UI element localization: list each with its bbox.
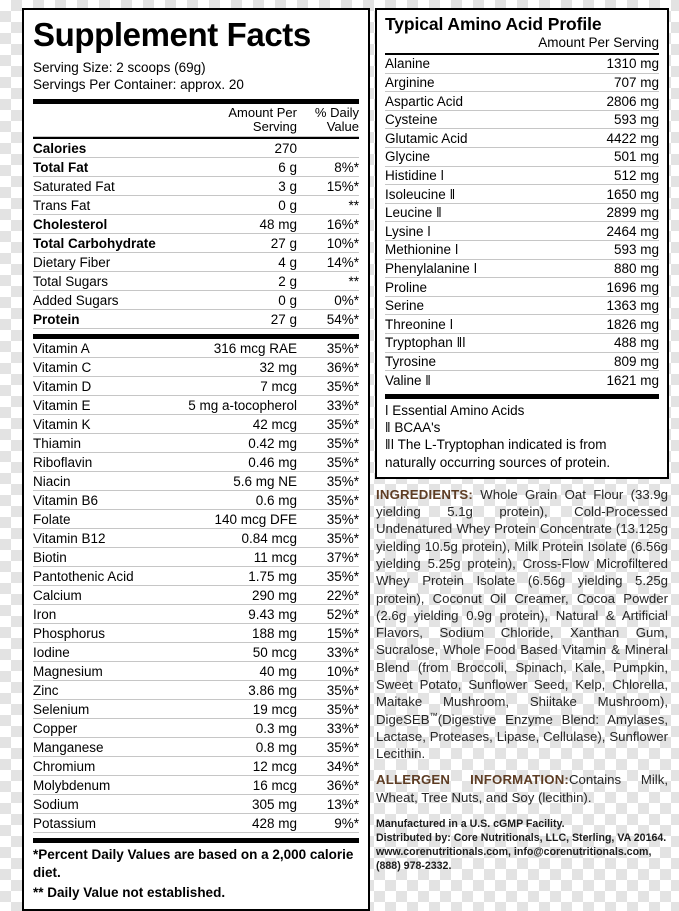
micronutrient-amount: 50 mcg: [185, 643, 297, 662]
table-row: [33, 291, 359, 310]
micronutrient-name: Manganese: [33, 738, 185, 757]
table-row: [33, 662, 359, 681]
nutrient-amount: 27 g: [185, 234, 297, 253]
table-row: [33, 700, 359, 719]
table-row: [33, 795, 359, 814]
amino-acid-marker-icon: ǀ: [427, 223, 431, 239]
amino-acid-panel: [375, 8, 669, 479]
micronutrient-amount: 5.6 mg NE: [185, 472, 297, 491]
micronutrient-name: Magnesium: [33, 662, 185, 681]
nutrient-name: Calories: [33, 139, 185, 158]
amino-acid-amount: 2806 mg: [559, 92, 659, 111]
nutrient-name: Protein: [33, 310, 185, 329]
nutrient-amount: 4 g: [185, 253, 297, 272]
amino-acid-marker-icon: ǀ: [473, 260, 478, 276]
nutrient-daily-value: **: [297, 272, 359, 291]
micronutrient-amount: 290 mg: [185, 586, 297, 605]
micronutrient-amount: 305 mg: [185, 795, 297, 814]
micronutrient-daily-value: 15%*: [297, 624, 359, 643]
amino-acid-label: Tyrosine: [385, 353, 437, 369]
micronutrient-daily-value: 35%*: [297, 738, 359, 757]
micronutrient-name: Copper: [33, 719, 185, 738]
table-row: [385, 148, 659, 167]
header-dv-line1: % Daily: [314, 104, 359, 120]
nutrient-daily-value: 54%*: [297, 310, 359, 329]
micronutrient-daily-value: 35%*: [297, 700, 359, 719]
table-row: [385, 278, 659, 297]
micronutrient-name: Zinc: [33, 681, 185, 700]
micronutrient-daily-value: 35%*: [297, 434, 359, 453]
micronutrient-daily-value: 22%*: [297, 586, 359, 605]
legend-item: [385, 419, 659, 436]
micronutrient-name: Thiamin: [33, 434, 185, 453]
amino-acid-label: Glycine: [385, 149, 431, 165]
amino-acid-amount: 880 mg: [559, 259, 659, 278]
table-row: [385, 222, 659, 241]
nutrient-name: Saturated Fat: [33, 177, 185, 196]
table-row: [33, 757, 359, 776]
amino-acid-label: Alanine: [385, 56, 431, 72]
micronutrient-name: Chromium: [33, 757, 185, 776]
micronutrient-amount: 1.75 mg: [185, 567, 297, 586]
table-row: [385, 166, 659, 185]
amino-acid-name: [385, 203, 559, 222]
amino-acid-amount: 1310 mg: [559, 55, 659, 73]
table-row: [33, 272, 359, 291]
amino-acid-label: Leucine: [385, 205, 433, 221]
header-amount-line1: Amount Per: [228, 104, 297, 120]
amino-acid-name: [385, 148, 559, 167]
nutrient-amount: 2 g: [185, 272, 297, 291]
footnote-daily-values: *Percent Daily Values are based on a 2,000 calorie diet.: [33, 847, 354, 880]
table-row: [33, 196, 359, 215]
micronutrient-daily-value: 33%*: [297, 643, 359, 662]
micronutrient-amount: 0.42 mg: [185, 434, 297, 453]
micronutrient-amount: 0.46 mg: [185, 453, 297, 472]
table-row: [33, 396, 359, 415]
amino-acid-amount: 593 mg: [559, 241, 659, 260]
micronutrient-daily-value: 52%*: [297, 605, 359, 624]
table-row: [33, 529, 359, 548]
ingredients-body: Whole Grain Oat Flour (33.9g yielding 5.1g protein), Cold-Processed Undenatured Whey Protein Concentrate (13.125g yielding 10.5g protein), Milk Protein Isolate (6.56g yielding 5.25g protein), Cross-Flow Microfiltered Whey Protein Isolate (6.56g yielding 5.25g protein), Coconut Oil Creamer, Cocoa Powder (2.6g yielding 0.9g protein), Natural & Artificial Flavors, Sodium Chloride, Xanthan Gum, Sucralose, Whole Food Based Vitamin & Mineral Blend (from Broccoli, Spinach, Kale, Pumpkin, Sweet Potato, Sunflower Seed, Kelp, Chlorella, Maitake Mushroom, Shiitake Mushroom), DigeSEB: [376, 486, 668, 727]
micronutrient-amount: 0.3 mg: [185, 719, 297, 738]
amino-acid-title: Typical Amino Acid Profile: [385, 14, 602, 34]
ingredients-block: [375, 486, 669, 763]
micronutrient-amount: 9.43 mg: [185, 605, 297, 624]
micronutrient-amount: 19 mcg: [185, 700, 297, 719]
amino-acid-name: [385, 371, 559, 389]
amino-acid-name: [385, 334, 559, 353]
table-row: [385, 92, 659, 111]
ingredients-body-tail: (Digestive Enzyme Blend: Amylases, Lactase, Proteases, Lipase, Cellulase), Sunflower Lecithin.: [376, 711, 668, 762]
micronutrient-daily-value: 35%*: [297, 453, 359, 472]
nutrient-name: Trans Fat: [33, 196, 185, 215]
micronutrient-amount: 140 mcg DFE: [185, 510, 297, 529]
amino-acid-amount: 1826 mg: [559, 315, 659, 334]
nutrient-daily-value: [297, 139, 359, 158]
amino-acid-label: Lysine: [385, 223, 424, 239]
micronutrient-amount: 12 mcg: [185, 757, 297, 776]
amino-acid-label: Cysteine: [385, 112, 438, 128]
manufacturer-line-3: www.corenutritionals.com, info@corenutritionals.com,: [376, 846, 652, 859]
table-row: [33, 453, 359, 472]
amino-acid-amount: 501 mg: [559, 148, 659, 167]
micronutrient-name: Potassium: [33, 814, 185, 833]
amino-acid-marker-icon: ǀ: [449, 316, 454, 332]
amino-acid-name: [385, 92, 559, 111]
manufacturer-block: [375, 817, 669, 873]
amino-acid-label: Proline: [385, 279, 428, 295]
micronutrient-name: Vitamin A: [33, 339, 185, 358]
table-row: [385, 371, 659, 389]
amino-acid-label: Histidine: [385, 167, 437, 183]
amino-acid-marker-icon: ǁ: [425, 372, 431, 388]
micronutrient-name: Iron: [33, 605, 185, 624]
micronutrient-daily-value: 9%*: [297, 814, 359, 833]
nutrient-name: Cholesterol: [33, 215, 185, 234]
servings-per-container-line: Servings Per Container: approx. 20: [33, 77, 244, 93]
amino-acid-name: [385, 222, 559, 241]
table-row: [33, 510, 359, 529]
amino-acid-name: [385, 55, 559, 73]
micronutrients-table: [33, 339, 359, 833]
nutrient-daily-value: 0%*: [297, 291, 359, 310]
nutrient-name: Total Fat: [33, 158, 185, 177]
amino-acid-name: [385, 166, 559, 185]
amino-acid-name: [385, 315, 559, 334]
legend-item: [385, 402, 659, 419]
nutrient-daily-value: 15%*: [297, 177, 359, 196]
amino-acid-name: [385, 259, 559, 278]
micronutrient-daily-value: 34%*: [297, 757, 359, 776]
nutrient-daily-value: 10%*: [297, 234, 359, 253]
amino-acid-label: Arginine: [385, 75, 435, 90]
micronutrient-amount: 0.6 mg: [185, 491, 297, 510]
header-amount-per-serving: [185, 104, 297, 137]
table-row: [33, 158, 359, 177]
amino-acid-name: [385, 278, 559, 297]
legend-text: The L-Tryptophan indicated is from naturally occurring sources of protein.: [385, 437, 611, 470]
amino-acid-label: Valine: [385, 372, 422, 388]
table-row: [385, 315, 659, 334]
table-row: [33, 814, 359, 833]
allergen-body: Contains Milk, Wheat, Tree Nuts, and Soy (lecithin).: [376, 772, 668, 805]
legend-marker-icon: ǁ: [385, 420, 391, 436]
table-row: [33, 681, 359, 700]
table-row: [33, 472, 359, 491]
micronutrient-name: Vitamin K: [33, 415, 185, 434]
table-row: [385, 334, 659, 353]
table-header-row: [33, 104, 359, 137]
micronutrient-amount: 0.8 mg: [185, 738, 297, 757]
micronutrient-name: Riboflavin: [33, 453, 185, 472]
amino-acid-label: Methionine: [385, 242, 452, 258]
micronutrient-daily-value: 35%*: [297, 339, 359, 358]
amino-acid-label: Tryptophan: [385, 335, 453, 351]
amino-acid-amount: 1621 mg: [606, 372, 659, 388]
micronutrient-name: Sodium: [33, 795, 185, 814]
amino-acid-name: [385, 185, 559, 204]
table-row: [33, 215, 359, 234]
micronutrient-daily-value: 35%*: [297, 415, 359, 434]
table-row: [385, 241, 659, 260]
amino-acid-name: [385, 73, 559, 92]
micronutrient-amount: 40 mg: [185, 662, 297, 681]
table-row: [33, 491, 359, 510]
micronutrient-name: Vitamin D: [33, 377, 185, 396]
table-row: [385, 203, 659, 222]
amino-acid-amount: 1650 mg: [559, 185, 659, 204]
micronutrient-daily-value: 35%*: [297, 510, 359, 529]
micronutrient-name: Selenium: [33, 700, 185, 719]
nutrient-daily-value: **: [297, 196, 359, 215]
micronutrient-daily-value: 36%*: [297, 776, 359, 795]
amino-acid-amount: 593 mg: [559, 110, 659, 129]
micronutrient-name: Vitamin C: [33, 358, 185, 377]
header-amount-line2: Serving: [252, 119, 297, 135]
table-row: [33, 719, 359, 738]
amino-acid-marker-icon: ǀ: [454, 242, 459, 258]
amino-acid-label: Aspartic Acid: [385, 93, 464, 109]
nutrition-facts-table: [33, 104, 359, 137]
amino-acid-label: Isoleucine: [385, 186, 446, 202]
footnote-not-established: ** Daily Value not established.: [33, 885, 226, 901]
nutrient-name: Total Sugars: [33, 272, 185, 291]
table-row: [385, 73, 659, 92]
table-row: [33, 358, 359, 377]
nutrient-name: Dietary Fiber: [33, 253, 185, 272]
micronutrient-name: Calcium: [33, 586, 185, 605]
micronutrient-amount: 16 mcg: [185, 776, 297, 795]
micronutrient-daily-value: 35%*: [297, 491, 359, 510]
amino-acid-table: [385, 55, 659, 389]
nutrient-amount: 27 g: [185, 310, 297, 329]
table-row: [385, 259, 659, 278]
table-row: [33, 177, 359, 196]
micronutrient-amount: 5 mg a-tocopherol: [185, 396, 297, 415]
table-row: [385, 129, 659, 148]
table-row: [33, 234, 359, 253]
table-row: [33, 415, 359, 434]
micronutrient-amount: 428 mg: [185, 814, 297, 833]
micronutrient-amount: 188 mg: [185, 624, 297, 643]
amino-acid-name: [385, 296, 559, 315]
manufacturer-line-2: Distributed by: Core Nutritionals, LLC, Sterling, VA 20164.: [376, 832, 667, 844]
amino-acid-amount: 1696 mg: [559, 278, 659, 297]
amino-acid-amount: 2464 mg: [559, 222, 659, 241]
legend-text: Essential Amino Acids: [392, 402, 525, 418]
amino-acid-name: [385, 241, 559, 260]
micronutrient-daily-value: 37%*: [297, 548, 359, 567]
micronutrient-name: Iodine: [33, 643, 185, 662]
nutrient-amount: 0 g: [185, 291, 297, 310]
table-row: [33, 605, 359, 624]
amino-acid-marker-icon: ǀ: [440, 167, 445, 183]
allergen-heading: ALLERGEN INFORMATION:: [376, 772, 570, 788]
table-row: [33, 253, 359, 272]
amino-acid-name: [385, 129, 559, 148]
nutrient-amount: 270: [185, 139, 297, 158]
micronutrient-amount: 316 mcg RAE: [185, 339, 297, 358]
micronutrient-amount: 0.84 mcg: [185, 529, 297, 548]
table-row: [385, 352, 659, 371]
table-row: [33, 339, 359, 358]
micronutrient-daily-value: 35%*: [297, 681, 359, 700]
micronutrient-amount: 3.86 mg: [185, 681, 297, 700]
micronutrient-daily-value: 35%*: [297, 472, 359, 491]
table-row: [33, 643, 359, 662]
supplement-facts-panel: [22, 8, 370, 911]
micronutrient-name: Biotin: [33, 548, 185, 567]
amino-acid-subtitle: Amount Per Serving: [538, 34, 659, 50]
micronutrient-amount: 32 mg: [185, 358, 297, 377]
micronutrient-daily-value: 35%*: [297, 567, 359, 586]
nutrient-amount: 0 g: [185, 196, 297, 215]
table-row: [33, 624, 359, 643]
micronutrient-daily-value: 33%*: [297, 719, 359, 738]
table-row: [33, 310, 359, 329]
micronutrient-name: Niacin: [33, 472, 185, 491]
micronutrient-name: Pantothenic Acid: [33, 567, 185, 586]
nutrient-daily-value: 16%*: [297, 215, 359, 234]
amino-acid-amount: 809 mg: [559, 352, 659, 371]
table-row: [33, 586, 359, 605]
micronutrient-daily-value: 10%*: [297, 662, 359, 681]
legend-marker-icon: ǀ: [385, 402, 389, 418]
amino-acid-amount: 488 mg: [559, 334, 659, 353]
amino-acid-label: Threonine: [385, 316, 446, 332]
header-percent-daily-value: [297, 104, 359, 137]
micronutrient-daily-value: 33%*: [297, 396, 359, 415]
table-row: [33, 567, 359, 586]
nutrient-name: Added Sugars: [33, 291, 185, 310]
micronutrient-name: Folate: [33, 510, 185, 529]
amino-acid-label: Serine: [385, 298, 425, 314]
micronutrient-amount: 11 mcg: [185, 548, 297, 567]
micronutrient-amount: 42 mcg: [185, 415, 297, 434]
amino-acid-amount: 512 mg: [559, 166, 659, 185]
amino-acid-marker-icon: ǁ: [436, 205, 442, 221]
serving-size-line: Serving Size: 2 scoops (69g): [33, 59, 206, 75]
nutrient-name: Total Carbohydrate: [33, 234, 185, 253]
table-row: [33, 434, 359, 453]
micronutrient-daily-value: 35%*: [297, 529, 359, 548]
amino-acid-marker-icon: ǁǀ: [456, 335, 466, 351]
nutrient-amount: 48 mg: [185, 215, 297, 234]
manufacturer-line-1: Manufactured in a U.S. cGMP Facility.: [376, 817, 565, 830]
amino-acid-label: Glutamic Acid: [385, 130, 468, 146]
table-row: [33, 548, 359, 567]
nutrient-amount: 3 g: [185, 177, 297, 196]
amino-acid-label: Phenylalanine: [385, 260, 470, 276]
micronutrient-name: Vitamin B12: [33, 529, 185, 548]
table-row: [385, 110, 659, 129]
micronutrient-name: Phosphorus: [33, 624, 185, 643]
micronutrient-name: Molybdenum: [33, 776, 185, 795]
table-row: [385, 185, 659, 204]
header-dv-line2: Value: [326, 119, 359, 135]
micronutrient-daily-value: 13%*: [297, 795, 359, 814]
micronutrient-daily-value: 35%*: [297, 377, 359, 396]
amino-acid-name: [385, 352, 559, 371]
right-column: [372, 0, 679, 876]
table-row: [385, 296, 659, 315]
amino-acid-legend: [385, 399, 659, 471]
table-row: [33, 738, 359, 757]
legend-text: BCAA's: [394, 420, 441, 436]
trademark-symbol: ™: [429, 711, 438, 721]
nutrient-daily-value: 14%*: [297, 253, 359, 272]
allergen-block: [375, 771, 669, 806]
amino-acid-amount: 4422 mg: [559, 129, 659, 148]
amino-acid-name: [385, 110, 559, 129]
micronutrient-amount: 7 mcg: [185, 377, 297, 396]
nutrient-daily-value: 8%*: [297, 158, 359, 177]
legend-marker-icon: ǁǀ: [385, 437, 395, 453]
micronutrient-name: Vitamin B6: [33, 491, 185, 510]
micronutrient-daily-value: 36%*: [297, 358, 359, 377]
amino-acid-marker-icon: ǁ: [449, 186, 456, 202]
amino-acid-amount: 2899 mg: [559, 203, 659, 222]
ingredients-heading: INGREDIENTS:: [376, 486, 473, 502]
supplement-facts-title: Supplement Facts: [33, 16, 311, 53]
table-row: [33, 377, 359, 396]
table-row: [33, 776, 359, 795]
manufacturer-line-4: (888) 978-2332.: [376, 860, 452, 873]
micronutrient-name: Vitamin E: [33, 396, 185, 415]
nutrient-amount: 6 g: [185, 158, 297, 177]
table-row: [33, 139, 359, 158]
amino-acid-amount: 707 mg: [559, 73, 659, 92]
legend-item: [385, 436, 659, 471]
nutrients-table: [33, 139, 359, 329]
table-row: [385, 55, 659, 73]
amino-acid-amount: 1363 mg: [559, 296, 659, 315]
header-blank: [33, 104, 185, 137]
